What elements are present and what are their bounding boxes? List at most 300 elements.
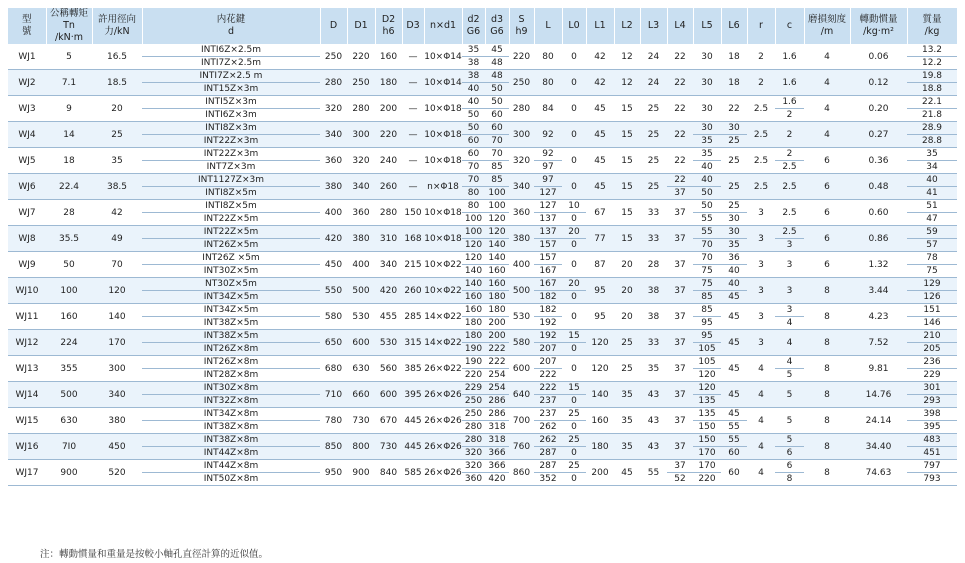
header-torque: 公稱轉矩 Tn /kN·m — [46, 8, 92, 44]
cell-L6: 30 — [721, 122, 747, 135]
cell-D2: 310 — [375, 226, 402, 252]
cell-L4: 37 — [674, 461, 686, 471]
cell-wear: 6 — [804, 200, 850, 226]
cell-L0: 25 — [562, 434, 586, 447]
cell-L0: 0 — [562, 44, 586, 70]
cell-S: 340 — [509, 174, 534, 200]
cell-L: 127 — [534, 187, 562, 200]
cell-weight: 229 — [907, 369, 957, 382]
cell-weight: 210 — [907, 330, 957, 343]
cell-d3: 286 — [488, 409, 506, 419]
cell-L1: 42 — [586, 70, 614, 96]
cell-L4: 37 — [667, 252, 693, 278]
cell-c: 3 — [786, 305, 793, 315]
cell-D3: — — [402, 70, 424, 96]
cell-L: 287 — [539, 461, 557, 471]
cell-wear: 8 — [804, 278, 850, 304]
cell-nd1: 26×Φ26 — [424, 382, 462, 408]
cell-D1: 360 — [347, 200, 375, 226]
cell-spline: INT38Z×5m — [142, 317, 320, 330]
cell-d3: 254 — [485, 382, 509, 395]
cell-nd1: 10×Φ14 — [424, 44, 462, 70]
cell-L4: 37 — [667, 187, 693, 200]
cell-L: 192 — [534, 330, 562, 343]
cell-d2: 140 — [462, 265, 485, 278]
spec-table-container — [8, 8, 958, 486]
cell-D: 250 — [320, 44, 347, 70]
cell-nd1: 10×Φ18 — [424, 148, 462, 174]
cell-spline: INT34Z×8m — [203, 409, 259, 419]
cell-weight: 301 — [907, 382, 957, 395]
cell-d3: 48 — [485, 70, 509, 83]
cell-D2: 160 — [375, 44, 402, 70]
cell-radial: 18.5 — [92, 70, 142, 96]
cell-d3: 318 — [485, 434, 509, 447]
cell-S: 860 — [509, 460, 534, 486]
cell-L1: 77 — [586, 226, 614, 252]
cell-L0: 0 — [562, 70, 586, 96]
cell-L0: 10 — [568, 201, 580, 211]
cell-c: 2 — [786, 149, 793, 159]
cell-D: 710 — [320, 382, 347, 408]
cell-d3: 140 — [488, 253, 506, 263]
cell-c: 2.5 — [775, 200, 804, 226]
cell-nd1: 14×Φ22 — [424, 330, 462, 356]
cell-L4: 37 — [667, 304, 693, 330]
cell-d2: 320 — [464, 461, 483, 471]
cell-L: 92 — [534, 122, 562, 148]
cell-L4: 22 — [667, 148, 693, 174]
cell-L6: 30 — [721, 226, 747, 239]
cell-L6: 45 — [721, 382, 747, 408]
cell-D1: 280 — [347, 96, 375, 122]
cell-weight: 151 — [923, 305, 941, 315]
cell-d3: 50 — [485, 83, 509, 96]
cell-weight: 57 — [907, 239, 957, 252]
cell-D2: 260 — [375, 174, 402, 200]
cell-d2: 180 — [462, 317, 485, 330]
cell-L3: 25 — [640, 148, 667, 174]
cell-D: 280 — [320, 70, 347, 96]
cell-L6: 25 — [721, 174, 747, 200]
cell-L: 287 — [534, 447, 562, 460]
cell-weight: 146 — [907, 317, 957, 330]
cell-c: 5 — [775, 408, 804, 434]
cell-D1: 600 — [347, 330, 375, 356]
cell-L4: 52 — [667, 473, 693, 486]
cell-L5: 95 — [693, 317, 721, 330]
cell-model: WJ10 — [8, 278, 46, 304]
cell-L3: 25 — [640, 96, 667, 122]
header-c: c — [775, 8, 804, 44]
cell-L1: 67 — [586, 200, 614, 226]
cell-D3: 395 — [402, 382, 424, 408]
cell-weight: 483 — [907, 434, 957, 447]
cell-L6: 45 — [721, 330, 747, 356]
cell-L6: 35 — [721, 239, 747, 252]
cell-L: 92 — [542, 149, 554, 159]
cell-L: 80 — [534, 70, 562, 96]
cell-d2: 160 — [464, 305, 483, 315]
cell-inertia: 14.76 — [850, 382, 907, 408]
cell-d2: 190 — [464, 357, 483, 367]
header-D1: D1 — [347, 8, 375, 44]
cell-D: 850 — [320, 434, 347, 460]
cell-L: 84 — [534, 96, 562, 122]
cell-torque: 160 — [46, 304, 92, 330]
header-L5: L5 — [693, 8, 721, 44]
cell-D1: 340 — [347, 174, 375, 200]
cell-spline: INTI8Z×5m — [205, 201, 257, 211]
cell-d3: 286 — [485, 395, 509, 408]
cell-r: 4 — [747, 434, 775, 460]
cell-r: 3 — [747, 330, 775, 356]
header-S: S h9 — [509, 8, 534, 44]
cell-d2: 50 — [462, 122, 485, 135]
header-L0: L0 — [562, 8, 586, 44]
cell-r: 4 — [747, 356, 775, 382]
cell-D3: 260 — [402, 278, 424, 304]
cell-L6: 25 — [721, 135, 747, 148]
cell-L: 182 — [534, 291, 562, 304]
cell-model: WJ9 — [8, 252, 46, 278]
cell-D2: 600 — [375, 382, 402, 408]
cell-L6: 55 — [721, 434, 747, 447]
cell-torque: 9 — [46, 96, 92, 122]
cell-L2: 35 — [614, 434, 640, 460]
cell-L5: 170 — [698, 461, 716, 471]
cell-wear: 8 — [804, 330, 850, 356]
cell-L3: 24 — [640, 44, 667, 70]
cell-d2: 38 — [462, 70, 485, 83]
cell-D1: 530 — [347, 304, 375, 330]
cell-D1: 400 — [347, 252, 375, 278]
cell-S: 300 — [509, 122, 534, 148]
cell-spline: NT30Z×5m — [142, 278, 320, 291]
cell-L4: 22 — [667, 96, 693, 122]
cell-L0: 0 — [562, 304, 586, 330]
cell-D: 420 — [320, 226, 347, 252]
header-nd1: n×d1 — [424, 8, 462, 44]
cell-torque: 630 — [46, 408, 92, 434]
cell-L6: 40 — [721, 265, 747, 278]
cell-L0: 0 — [562, 356, 586, 382]
cell-L1: 160 — [586, 408, 614, 434]
header-L4: L4 — [667, 8, 693, 44]
cell-D: 340 — [320, 122, 347, 148]
table-row — [8, 44, 957, 57]
cell-torque: 7I0 — [46, 434, 92, 460]
cell-D: 650 — [320, 330, 347, 356]
cell-L5: 170 — [693, 447, 721, 460]
cell-L6: 25 — [721, 148, 747, 174]
cell-L0: 0 — [562, 252, 586, 278]
cell-wear: 6 — [804, 252, 850, 278]
cell-d3: 70 — [485, 135, 509, 148]
cell-S: 320 — [509, 148, 534, 174]
cell-D2: 340 — [375, 252, 402, 278]
cell-L0: 0 — [562, 174, 586, 200]
cell-d2: 70 — [462, 161, 485, 174]
cell-model: WJ17 — [8, 460, 46, 486]
cell-L0: 20 — [562, 226, 586, 239]
cell-L: 207 — [539, 357, 557, 367]
cell-spline: INT22Z×3m — [203, 149, 259, 159]
cell-weight: 51 — [926, 201, 938, 211]
cell-model: WJ2 — [8, 70, 46, 96]
cell-radial: 20 — [92, 96, 142, 122]
footnote: 注：轉動慣量和重量是按較小軸孔直徑計算的近似值。 — [40, 549, 269, 560]
table-row — [8, 408, 957, 421]
cell-D3: 168 — [402, 226, 424, 252]
cell-L5: 30 — [693, 70, 721, 96]
cell-nd1: 26×Φ22 — [424, 356, 462, 382]
header-model: 型 號 — [8, 8, 46, 44]
cell-D1: 800 — [347, 434, 375, 460]
cell-L0: 0 — [562, 122, 586, 148]
cell-inertia: 0.06 — [850, 44, 907, 70]
cell-D1: 900 — [347, 460, 375, 486]
cell-r: 3 — [747, 226, 775, 252]
cell-L0: 0 — [562, 291, 586, 304]
cell-d2: 70 — [462, 174, 485, 187]
cell-L0: 0 — [562, 473, 586, 486]
cell-spline: INT34Z×5m — [203, 305, 259, 315]
table-row — [8, 148, 957, 161]
cell-d3: 222 — [485, 343, 509, 356]
cell-wear: 6 — [804, 226, 850, 252]
cell-d2: 50 — [462, 109, 485, 122]
cell-D1: 220 — [347, 44, 375, 70]
cell-radial: 380 — [92, 408, 142, 434]
cell-S: 580 — [509, 330, 534, 356]
cell-c: 2.5 — [775, 174, 804, 200]
cell-S: 360 — [509, 200, 534, 226]
cell-D3: — — [402, 44, 424, 70]
cell-d2: 360 — [462, 473, 485, 486]
cell-L: 157 — [539, 253, 557, 263]
cell-d2: 100 — [462, 226, 485, 239]
cell-c: 5 — [775, 434, 804, 447]
cell-inertia: 0.20 — [850, 96, 907, 122]
cell-wear: 4 — [804, 44, 850, 70]
cell-L5: 70 — [693, 239, 721, 252]
cell-S: 530 — [509, 304, 534, 330]
cell-L5: 120 — [693, 369, 721, 382]
cell-model: WJ4 — [8, 122, 46, 148]
cell-L0: 0 — [562, 421, 586, 434]
cell-S: 700 — [509, 408, 534, 434]
cell-L6: 45 — [721, 304, 747, 330]
cell-nd1: 10×Φ22 — [424, 278, 462, 304]
cell-model: WJ3 — [8, 96, 46, 122]
cell-L5: 75 — [693, 278, 721, 291]
cell-L3: 24 — [640, 70, 667, 96]
cell-c: 1.6 — [775, 70, 804, 96]
cell-L6: 55 — [721, 421, 747, 434]
cell-d3: 48 — [485, 57, 509, 70]
cell-D1: 630 — [347, 356, 375, 382]
cell-c: 4 — [775, 317, 804, 330]
cell-d3: 60 — [485, 122, 509, 135]
cell-d2: 250 — [462, 395, 485, 408]
header-d2: d2 G6 — [462, 8, 485, 44]
cell-L4: 37 — [667, 330, 693, 356]
cell-weight: 797 — [923, 461, 941, 471]
cell-D1: 250 — [347, 70, 375, 96]
cell-L4: 22 — [667, 174, 693, 187]
cell-L0: 0 — [562, 343, 586, 356]
cell-d3: 70 — [491, 149, 503, 159]
cell-L5: 40 — [693, 174, 721, 187]
cell-L3: 38 — [640, 304, 667, 330]
header-r: r — [747, 8, 775, 44]
cell-spline: INT1127Z×3m — [142, 174, 320, 187]
cell-S: 220 — [509, 44, 534, 70]
cell-weight: 35 — [926, 149, 938, 159]
header-inertia: 轉動慣量 /kg·m² — [850, 8, 907, 44]
cell-weight: 78 — [926, 253, 938, 263]
cell-S: 280 — [509, 96, 534, 122]
cell-radial: 38.5 — [92, 174, 142, 200]
cell-spline: INTI6Z×2.5m — [200, 45, 262, 55]
cell-r: 2.5 — [747, 148, 775, 174]
cell-weight: 793 — [907, 473, 957, 486]
cell-model: WJ6 — [8, 174, 46, 200]
cell-d3: 85 — [485, 161, 509, 174]
cell-d3: 254 — [485, 369, 509, 382]
cell-D1: 320 — [347, 148, 375, 174]
cell-D3: 585 — [402, 460, 424, 486]
cell-L0: 0 — [562, 148, 586, 174]
cell-weight: 75 — [907, 265, 957, 278]
cell-L2: 35 — [614, 382, 640, 408]
cell-L2: 12 — [614, 70, 640, 96]
cell-nd1: 10×Φ22 — [424, 252, 462, 278]
cell-d2: 120 — [462, 239, 485, 252]
cell-weight: 13.2 — [921, 45, 943, 55]
cell-d3: 85 — [485, 174, 509, 187]
coupling-spec-table — [8, 8, 958, 486]
cell-L3: 43 — [640, 408, 667, 434]
cell-L: 80 — [534, 44, 562, 70]
cell-D3: 445 — [402, 408, 424, 434]
cell-inertia: 0.12 — [850, 70, 907, 96]
cell-spline: INT7Z×3m — [142, 161, 320, 174]
cell-L1: 45 — [586, 96, 614, 122]
cell-L4: 37 — [667, 382, 693, 408]
cell-inertia: 0.36 — [850, 148, 907, 174]
cell-L6: 45 — [721, 291, 747, 304]
cell-L2: 15 — [614, 96, 640, 122]
cell-L5: 150 — [693, 421, 721, 434]
cell-L6: 60 — [721, 447, 747, 460]
cell-L5: 30 — [693, 122, 721, 135]
cell-inertia: 74.63 — [850, 460, 907, 486]
cell-L1: 120 — [586, 356, 614, 382]
cell-S: 400 — [509, 252, 534, 278]
header-wear: 磨損刻度 /m — [804, 8, 850, 44]
cell-L6: 25 — [728, 201, 740, 211]
cell-L0: 0 — [562, 447, 586, 460]
cell-L6: 60 — [721, 460, 747, 486]
cell-torque: 100 — [46, 278, 92, 304]
cell-d2: 280 — [462, 434, 485, 447]
cell-L0: 0 — [562, 213, 586, 226]
cell-S: 380 — [509, 226, 534, 252]
cell-d3: 180 — [485, 291, 509, 304]
cell-L3: 33 — [640, 200, 667, 226]
cell-S: 500 — [509, 278, 534, 304]
cell-nd1: 26×Φ26 — [424, 434, 462, 460]
cell-inertia: 3.44 — [850, 278, 907, 304]
cell-L5: 55 — [693, 213, 721, 226]
cell-nd1: 10×Φ18 — [424, 122, 462, 148]
cell-L2: 15 — [614, 122, 640, 148]
cell-L2: 15 — [614, 148, 640, 174]
cell-weight: 395 — [907, 421, 957, 434]
cell-nd1: 10×Φ18 — [424, 96, 462, 122]
cell-wear: 6 — [804, 148, 850, 174]
cell-torque: 500 — [46, 382, 92, 408]
cell-wear: 6 — [804, 174, 850, 200]
cell-torque: 50 — [46, 252, 92, 278]
header-L: L — [534, 8, 562, 44]
cell-L: 157 — [534, 239, 562, 252]
cell-d2: 60 — [462, 135, 485, 148]
cell-model: WJ16 — [8, 434, 46, 460]
cell-inertia: 0.60 — [850, 200, 907, 226]
cell-radial: 340 — [92, 382, 142, 408]
cell-D3: — — [402, 122, 424, 148]
cell-L: 237 — [539, 409, 557, 419]
cell-wear: 8 — [804, 408, 850, 434]
cell-L2: 15 — [614, 226, 640, 252]
cell-d3: 222 — [488, 357, 506, 367]
header-weight: 質量 /kg — [907, 8, 957, 44]
cell-L0: 25 — [568, 409, 580, 419]
cell-inertia: 24.14 — [850, 408, 907, 434]
cell-inertia: 7.52 — [850, 330, 907, 356]
cell-weight: 22.1 — [921, 97, 943, 107]
cell-torque: 28 — [46, 200, 92, 226]
cell-r: 3 — [747, 252, 775, 278]
cell-L5: 135 — [698, 409, 716, 419]
cell-radial: 450 — [92, 434, 142, 460]
cell-radial: 170 — [92, 330, 142, 356]
cell-weight: 18.8 — [907, 83, 957, 96]
cell-spline: INT32Z×8m — [142, 395, 320, 408]
header-L1: L1 — [586, 8, 614, 44]
cell-L6: 36 — [728, 253, 740, 263]
cell-L2: 20 — [614, 252, 640, 278]
cell-D: 580 — [320, 304, 347, 330]
cell-L2: 35 — [614, 408, 640, 434]
cell-weight: 59 — [907, 226, 957, 239]
cell-L: 222 — [534, 369, 562, 382]
cell-L1: 45 — [586, 122, 614, 148]
cell-spline: INT44Z×8m — [142, 447, 320, 460]
header-L3: L3 — [640, 8, 667, 44]
cell-spline: INT26Z×8m — [203, 357, 259, 367]
cell-L5: 150 — [693, 434, 721, 447]
cell-L2: 20 — [614, 304, 640, 330]
cell-L: 352 — [534, 473, 562, 486]
cell-weight: 47 — [907, 213, 957, 226]
cell-S: 640 — [509, 382, 534, 408]
cell-weight: 293 — [907, 395, 957, 408]
cell-spline: INTI7Z×2.5 m — [142, 70, 320, 83]
